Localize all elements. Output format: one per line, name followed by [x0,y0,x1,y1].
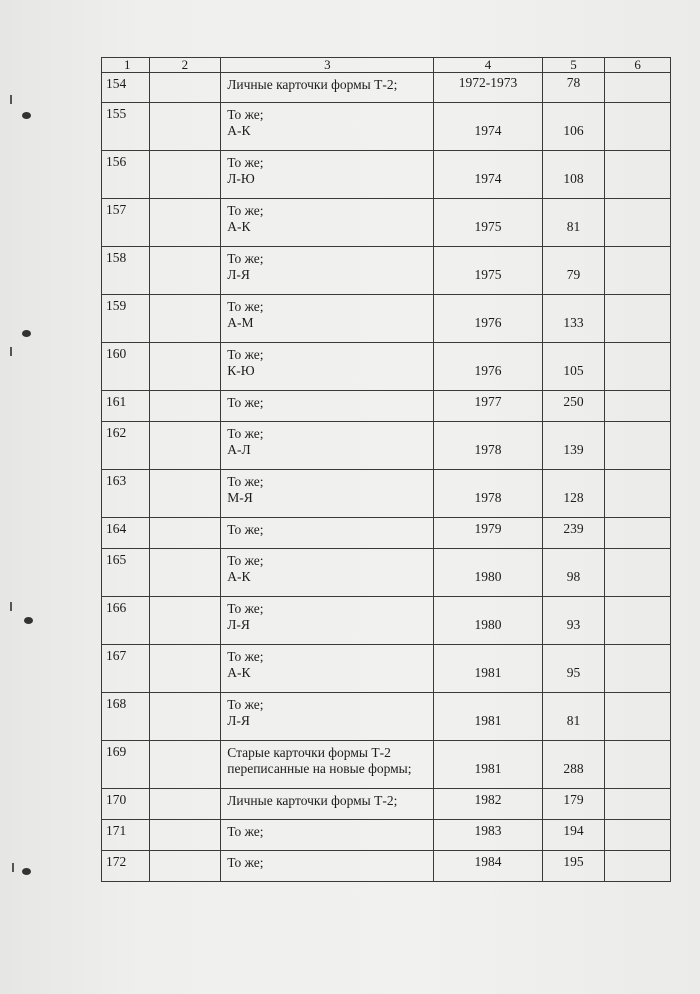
count-value: 239 [563,521,584,536]
year-cell [434,549,542,597]
row-number: 162 [102,422,150,470]
row-number: 163 [102,470,150,518]
index-cell [149,422,221,470]
year-cell [434,470,542,518]
index-cell [149,73,221,103]
count-cell [542,247,605,295]
year-value: 1978 [474,442,502,457]
index-cell [149,693,221,741]
year-cell [434,343,542,391]
description-cell [221,199,434,247]
year-value: 1981 [474,665,502,680]
note-cell [605,549,671,597]
count-cell [542,645,605,693]
year-value: 1974 [474,123,502,138]
count-value: 195 [563,854,584,869]
count-value: 106 [563,123,584,138]
description-cell [221,343,434,391]
count-cell [542,103,605,151]
description-subline: переписанные на новые формы; [227,761,412,776]
count-value: 139 [563,442,584,457]
index-cell [149,103,221,151]
table-row [102,597,671,645]
description-subline: А-К [227,569,251,584]
description-cell [221,693,434,741]
table-row [102,391,671,422]
index-cell [149,645,221,693]
count-cell [542,789,605,820]
count-cell [542,151,605,199]
year-cell [434,820,542,851]
row-number: 165 [102,549,150,597]
year-cell [434,295,542,343]
index-cell [149,741,221,789]
row-number: 154 [102,73,150,103]
scan-mark [10,602,12,611]
row-number: 166 [102,597,150,645]
index-cell [149,343,221,391]
year-value: 1979 [474,521,502,536]
index-cell [149,518,221,549]
year-cell [434,151,542,199]
year-value: 1978 [474,490,502,505]
table-row [102,343,671,391]
count-cell [542,343,605,391]
index-cell [149,597,221,645]
year-cell [434,789,542,820]
year-value: 1980 [474,617,502,632]
row-number: 167 [102,645,150,693]
description-line: То же; [227,824,264,839]
year-cell [434,645,542,693]
count-cell [542,518,605,549]
note-cell [605,247,671,295]
count-cell [542,693,605,741]
description-line: То же; [227,474,264,489]
note-cell [605,645,671,693]
note-cell [605,851,671,882]
table-row [102,199,671,247]
table-row [102,820,671,851]
description-line: Личные карточки формы Т-2; [227,77,398,92]
count-cell [542,199,605,247]
description-subline: Л-Ю [227,171,255,186]
year-value: 1975 [474,219,502,234]
description-cell [221,741,434,789]
count-value: 81 [566,219,581,234]
count-cell [542,295,605,343]
description-cell [221,645,434,693]
description-line: То же; [227,426,264,441]
description-subline: А-М [227,315,254,330]
note-cell [605,518,671,549]
column-header: 4 [434,58,542,73]
description-cell [221,789,434,820]
note-cell [605,597,671,645]
note-cell [605,741,671,789]
note-cell [605,470,671,518]
count-cell [542,470,605,518]
description-subline: А-К [227,219,251,234]
year-value: 1981 [474,713,502,728]
index-cell [149,820,221,851]
year-cell [434,391,542,422]
year-cell [434,103,542,151]
description-cell [221,391,434,422]
year-value: 1975 [474,267,502,282]
count-value: 105 [563,363,584,378]
description-cell [221,103,434,151]
description-cell [221,851,434,882]
description-cell [221,422,434,470]
table-row [102,741,671,789]
description-subline: А-К [227,123,251,138]
description-cell [221,820,434,851]
punch-hole-mark [24,617,33,624]
year-value: 1980 [474,569,502,584]
row-number: 170 [102,789,150,820]
description-line: То же; [227,601,264,616]
description-cell [221,549,434,597]
row-number: 158 [102,247,150,295]
description-subline: К-Ю [227,363,255,378]
year-value: 1976 [474,315,502,330]
table-row [102,247,671,295]
count-cell [542,597,605,645]
note-cell [605,422,671,470]
column-header: 3 [221,58,434,73]
index-cell [149,247,221,295]
row-number: 171 [102,820,150,851]
count-cell [542,549,605,597]
year-cell [434,851,542,882]
table-row [102,518,671,549]
row-number: 172 [102,851,150,882]
description-line: То же; [227,299,264,314]
year-value: 1976 [474,363,502,378]
count-cell [542,391,605,422]
description-subline: Л-Я [227,713,250,728]
table-row [102,549,671,597]
description-cell [221,295,434,343]
description-subline: А-Л [227,442,251,457]
description-subline: А-К [227,665,251,680]
count-value: 179 [563,792,584,807]
year-cell [434,693,542,741]
year-value: 1977 [474,394,502,409]
count-value: 288 [563,761,584,776]
year-cell [434,422,542,470]
year-cell [434,247,542,295]
year-value: 1984 [474,854,502,869]
description-cell [221,73,434,103]
column-header: 5 [542,58,605,73]
note-cell [605,391,671,422]
description-cell [221,470,434,518]
index-cell [149,470,221,518]
punch-hole-mark [22,330,31,337]
index-cell [149,851,221,882]
year-value: 1982 [474,792,502,807]
count-cell [542,422,605,470]
count-value: 250 [563,394,584,409]
row-number: 155 [102,103,150,151]
year-value: 1983 [474,823,502,838]
description-line: То же; [227,855,264,870]
count-value: 133 [563,315,584,330]
note-cell [605,295,671,343]
row-number: 168 [102,693,150,741]
count-cell [542,73,605,103]
description-line: То же; [227,251,264,266]
punch-hole-mark [22,868,31,875]
description-line: То же; [227,395,264,410]
row-number: 156 [102,151,150,199]
row-number: 169 [102,741,150,789]
table-row [102,645,671,693]
year-value: 1974 [474,171,502,186]
description-cell [221,597,434,645]
scan-mark [10,347,12,356]
description-line: То же; [227,522,264,537]
note-cell [605,693,671,741]
punch-hole-mark [22,112,31,119]
year-value: 1981 [474,761,502,776]
table-row [102,422,671,470]
description-subline: Л-Я [227,617,250,632]
year-cell [434,199,542,247]
count-value: 108 [563,171,584,186]
row-number: 160 [102,343,150,391]
count-cell [542,851,605,882]
note-cell [605,103,671,151]
description-line: То же; [227,107,264,122]
note-cell [605,151,671,199]
column-header: 2 [149,58,221,73]
note-cell [605,820,671,851]
description-subline: Л-Я [227,267,250,282]
count-cell [542,820,605,851]
year-cell [434,597,542,645]
count-value: 95 [566,665,581,680]
count-value: 78 [566,75,581,90]
count-cell [542,741,605,789]
description-cell [221,247,434,295]
year-value: 1972-1973 [458,75,518,90]
count-value: 128 [563,490,584,505]
table-row [102,693,671,741]
column-header: 6 [605,58,671,73]
note-cell [605,343,671,391]
note-cell [605,73,671,103]
table-row [102,470,671,518]
row-number: 157 [102,199,150,247]
row-number: 164 [102,518,150,549]
table-row [102,851,671,882]
index-cell [149,549,221,597]
note-cell [605,789,671,820]
description-line: То же; [227,203,264,218]
year-cell [434,518,542,549]
description-line: То же; [227,649,264,664]
index-cell [149,151,221,199]
column-header: 1 [102,58,150,73]
index-cell [149,789,221,820]
scan-mark [10,95,12,104]
description-line: То же; [227,697,264,712]
table-row [102,103,671,151]
index-cell [149,199,221,247]
description-line: Личные карточки формы Т-2; [227,793,398,808]
index-cell [149,391,221,422]
row-number: 159 [102,295,150,343]
description-line: То же; [227,553,264,568]
year-cell [434,73,542,103]
register-table [101,57,671,882]
description-subline: М-Я [227,490,253,505]
index-cell [149,295,221,343]
table-row [102,789,671,820]
table-row [102,295,671,343]
description-line: Старые карточки формы Т-2 [227,745,391,760]
description-line: То же; [227,347,264,362]
description-line: То же; [227,155,264,170]
year-cell [434,741,542,789]
count-value: 98 [566,569,581,584]
description-cell [221,151,434,199]
row-number: 161 [102,391,150,422]
note-cell [605,199,671,247]
description-cell [221,518,434,549]
table-row [102,73,671,103]
count-value: 93 [566,617,581,632]
table-row [102,151,671,199]
count-value: 79 [566,267,581,282]
count-value: 81 [566,713,581,728]
count-value: 194 [563,823,584,838]
scan-mark [12,863,14,872]
table-header-row [102,58,671,73]
